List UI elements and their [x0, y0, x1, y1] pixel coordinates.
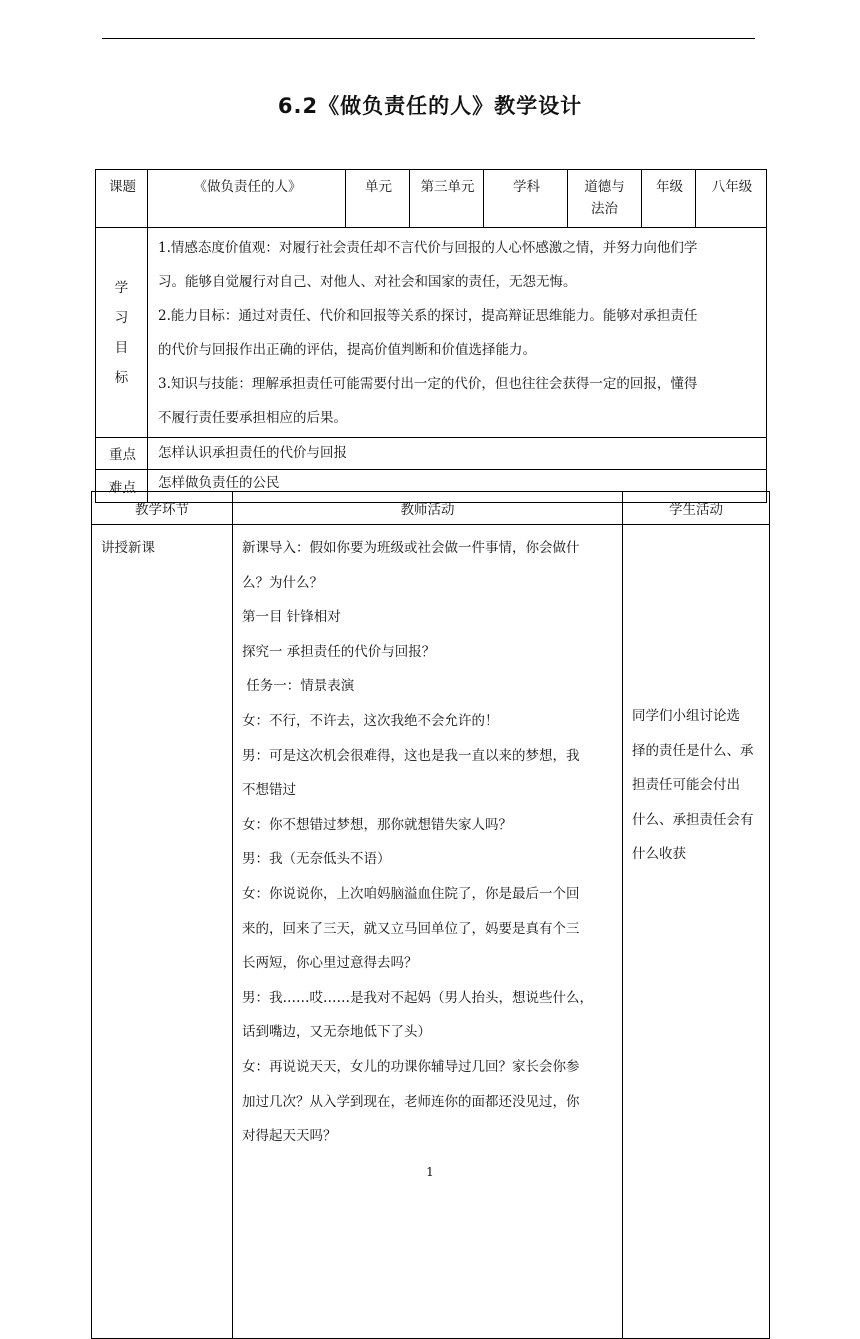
teacher-line: 话到嘴边，又无奈地低下了头）	[242, 1024, 431, 1041]
student-line: 担责任可能会付出	[632, 777, 740, 794]
objectives-content	[148, 228, 767, 438]
objective-line: 习。能够自觉履行对自己、对他人、对社会和国家的责任，无怨无悔。	[158, 274, 577, 290]
teacher-line: 第一目 针锋相对	[242, 609, 341, 626]
subject-label: 学科	[484, 170, 568, 228]
teacher-line: 对得起天天吗？	[242, 1128, 337, 1145]
teacher-activity-cell	[233, 525, 623, 1339]
teacher-line: 女：再说说天天，女儿的功课你辅导过几回？家长会你参	[242, 1058, 580, 1075]
stage-header: 教学环节	[92, 492, 233, 525]
objectives-row	[96, 228, 767, 438]
process-body-row	[92, 525, 770, 1339]
teacher-header: 教师活动	[233, 492, 623, 525]
document-title: 6.2《做负责任的人》教学设计	[277, 94, 583, 118]
stage-name: 讲授新课	[101, 540, 155, 556]
teacher-line: 女：你不想错过梦想，那你就想错失家人吗？	[242, 816, 512, 833]
teacher-line: 探究一 承担责任的代价与回报？	[242, 643, 436, 660]
teacher-line: 新课导入：假如你要为班级或社会做一件事情，你会做什	[242, 540, 580, 556]
student-header: 学生活动	[623, 492, 770, 525]
objectives-label	[96, 228, 148, 438]
objective-line: 1.情感态度价值观：对履行社会责任却不言代价与回报的人心怀感激之情，并努力向他们学	[158, 240, 698, 256]
teacher-line: 任务一：情景表演	[242, 678, 355, 695]
grade-value: 八年级	[696, 170, 767, 228]
unit-label: 单元	[346, 170, 410, 228]
grade-label: 年级	[642, 170, 696, 228]
header-rule	[102, 38, 755, 39]
objective-line: 2.能力目标：通过对责任、代价和回报等关系的探讨，提高辩证思维能力。能够对承担责任	[158, 308, 698, 324]
teacher-line: 女：你说说你，上次咱妈脑溢血住院了，你是最后一个回	[242, 885, 580, 902]
objective-line: 3.知识与技能：理解承担责任可能需要付出一定的代价，但也往往会获得一定的回报，懂得	[158, 376, 698, 392]
teacher-line: 长两短，你心里过意得去吗？	[242, 955, 418, 972]
student-line: 同学们小组讨论选	[632, 708, 740, 724]
unit-value: 第三单元	[410, 170, 484, 228]
teacher-line: 不想错过	[242, 782, 296, 799]
student-activity-cell	[623, 525, 770, 1339]
objectives-label-text: 学习目标	[114, 279, 129, 386]
student-line: 什么收获	[632, 846, 686, 863]
info-row	[96, 170, 767, 228]
teaching-process-table	[91, 491, 770, 1339]
teacher-line: 来的，回来了三天，就又立马回单位了，妈要是真有个三	[242, 920, 580, 937]
key-point-value: 怎样认识承担责任的代价与回报	[148, 438, 767, 470]
teacher-line: 男：我（无奈低头不语）	[242, 851, 391, 868]
process-header-row	[92, 492, 770, 525]
course-value: 《做负责任的人》	[148, 170, 346, 228]
page-number: 1	[426, 1165, 434, 1179]
difficult-point-value: 怎样做负责任的公民	[148, 470, 767, 503]
teacher-line: 加过几次？从入学到现在，老师连你的面都还没见过，你	[242, 1093, 580, 1110]
teacher-line: 女：不行，不许去，这次我绝不会允许的！	[242, 712, 499, 729]
student-line: 什么、承担责任会有	[632, 811, 754, 828]
teacher-line: 男：可是这次机会很难得，这也是我一直以来的梦想，我	[242, 747, 580, 764]
key-point-row	[96, 438, 767, 470]
teacher-line: 男：我……哎……是我对不起妈（男人抬头，想说些什么，	[242, 989, 593, 1006]
teacher-line: 么？为什么？	[242, 574, 323, 591]
subject-value: 道德与法治	[568, 170, 642, 228]
objective-line: 的代价与回报作出正确的评估，提高价值判断和价值选择能力。	[158, 342, 536, 358]
lesson-info-table	[95, 169, 767, 503]
difficult-point-label: 难点	[96, 470, 148, 503]
key-point-label: 重点	[96, 438, 148, 470]
course-label: 课题	[96, 170, 148, 228]
objective-line: 不履行责任要承担相应的后果。	[158, 410, 347, 426]
stage-cell	[92, 525, 233, 1339]
student-line: 择的责任是什么、承	[632, 742, 754, 759]
